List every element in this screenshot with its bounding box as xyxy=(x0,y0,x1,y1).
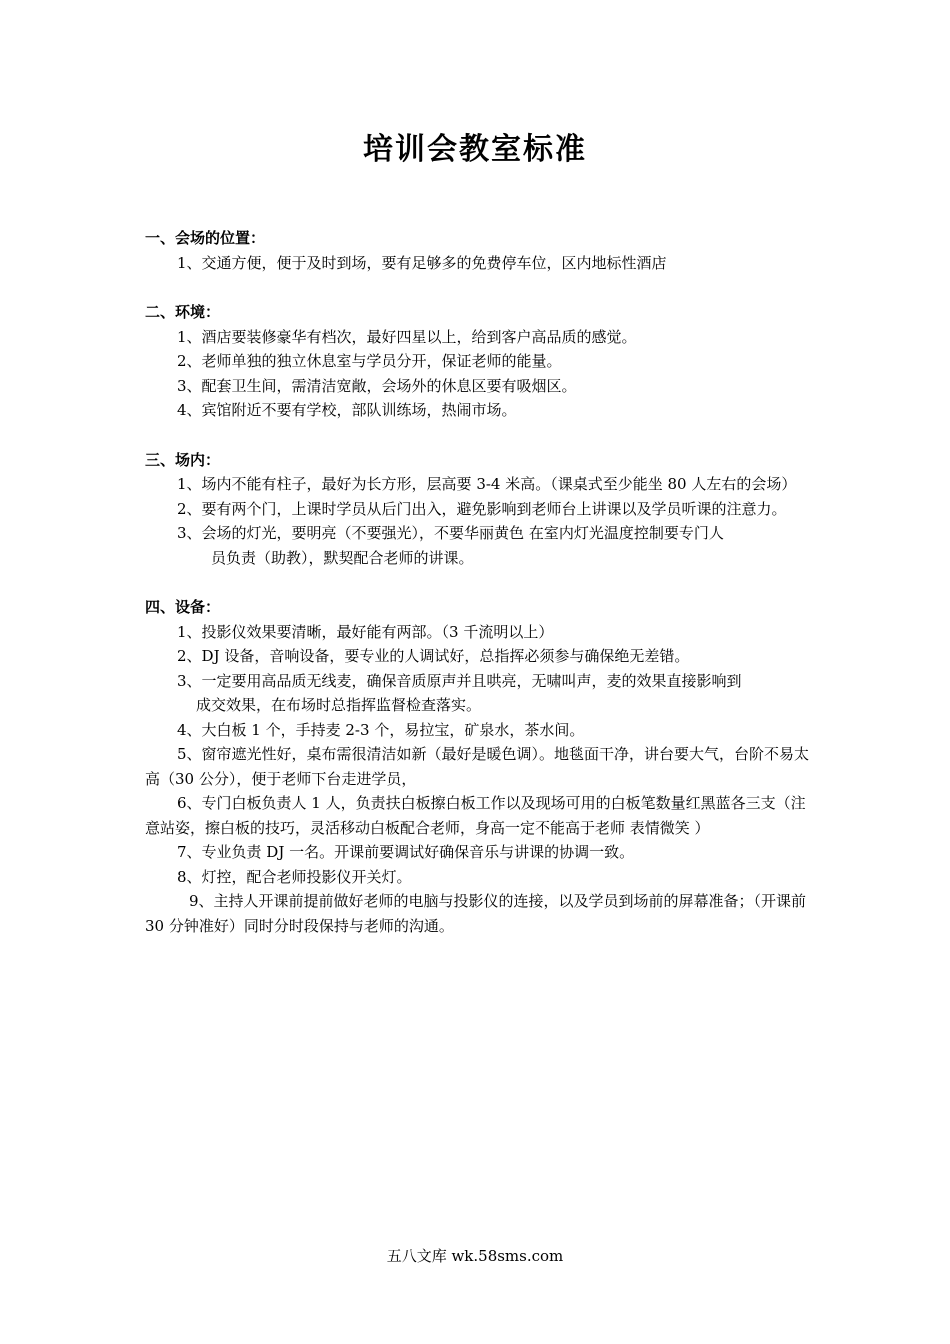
list-item-line: 3、一定要用高品质无线麦，确保音质原声并且哄亮，无啸叫声，麦的效果直接影响到 xyxy=(177,671,742,690)
list-item: 9、主持人开课前提前做好老师的电脑与投影仪的连接，以及学员到场前的屏幕准备；（开课前 30 分钟准好）同时分时段保持与老师的沟通。 xyxy=(145,892,807,935)
list-item-continuation: 成交效果，在布场时总指挥监督检查落实。 xyxy=(196,696,482,714)
page-footer: 五八文库 wk.58sms.com xyxy=(386,1247,564,1265)
section-heading: 一、会场的位置： xyxy=(145,229,266,247)
list-item: 6、专门白板负责人 1 人，负责扶白板擦白板工作以及现场可用的白板笔数量红黑蓝各三支（注意站姿，擦白板的技巧，灵活移动白板配合老师，身高一定不能高于老师 表情微笑 ） xyxy=(145,794,806,837)
list-item xyxy=(145,669,813,718)
list-item: 4、宾馆附近不要有学校，部队训练场，热闹市场。 xyxy=(177,401,517,419)
section-venue-interior xyxy=(145,448,813,571)
section-equipment xyxy=(145,595,813,938)
list-item: 7、专业负责 DJ 一名。开课前要调试好确保音乐与讲课的协调一致。 xyxy=(177,843,635,861)
list-item: 5、窗帘遮光性好，桌布需很清洁如新（最好是暖色调）。地毯面干净，讲台要大气，台阶不易太高（30 公分），便于老师下台走进学员， xyxy=(145,745,810,788)
list-item: 4、大白板 1 个，手持麦 2-3 个，易拉宝，矿泉水，茶水间。 xyxy=(177,720,585,739)
list-item: 1、场内不能有柱子，最好为长方形，层高要 3-4 米高。（课桌式至少能坐 80 人左右的会场） xyxy=(177,475,797,493)
list-item: 1、投影仪效果要清晰，最好能有两部。（3 千流明以上） xyxy=(177,622,554,641)
list-item: 1、酒店要装修豪华有档次，最好四星以上，给到客户高品质的感觉。 xyxy=(177,327,637,346)
list-item: 2、要有两个门，上课时学员从后门出入，避免影响到老师台上讲课以及学员听课的注意力。 xyxy=(177,499,787,518)
document-title: 培训会教室标准 xyxy=(363,132,587,167)
list-item: 3、配套卫生间，需清洁宽敞，会场外的休息区要有吸烟区。 xyxy=(177,376,577,395)
list-item xyxy=(145,521,813,570)
list-item-continuation: 员负责（助教），默契配合老师的讲课。 xyxy=(211,548,474,567)
list-item-line: 3、会场的灯光，要明亮（不要强光），不要华丽黄色 在室内灯光温度控制要专门人 xyxy=(177,524,724,542)
section-heading: 二、环境： xyxy=(145,303,221,321)
section-heading: 四、设备： xyxy=(145,598,221,616)
section-heading: 三、场内： xyxy=(145,450,221,469)
list-item: 8、灯控，配合老师投影仪开关灯。 xyxy=(177,867,412,886)
section-environment xyxy=(145,300,813,423)
list-item: 1、交通方便，便于及时到场，要有足够多的免费停车位，区内地标性酒店 xyxy=(177,253,667,272)
document-body xyxy=(145,226,813,963)
list-item: 2、老师单独的独立休息室与学员分开，保证老师的能量。 xyxy=(177,352,562,370)
section-location xyxy=(145,226,813,275)
list-item: 2、DJ 设备，音响设备，要专业的人调试好，总指挥必须参与确保绝无差错。 xyxy=(177,647,690,665)
